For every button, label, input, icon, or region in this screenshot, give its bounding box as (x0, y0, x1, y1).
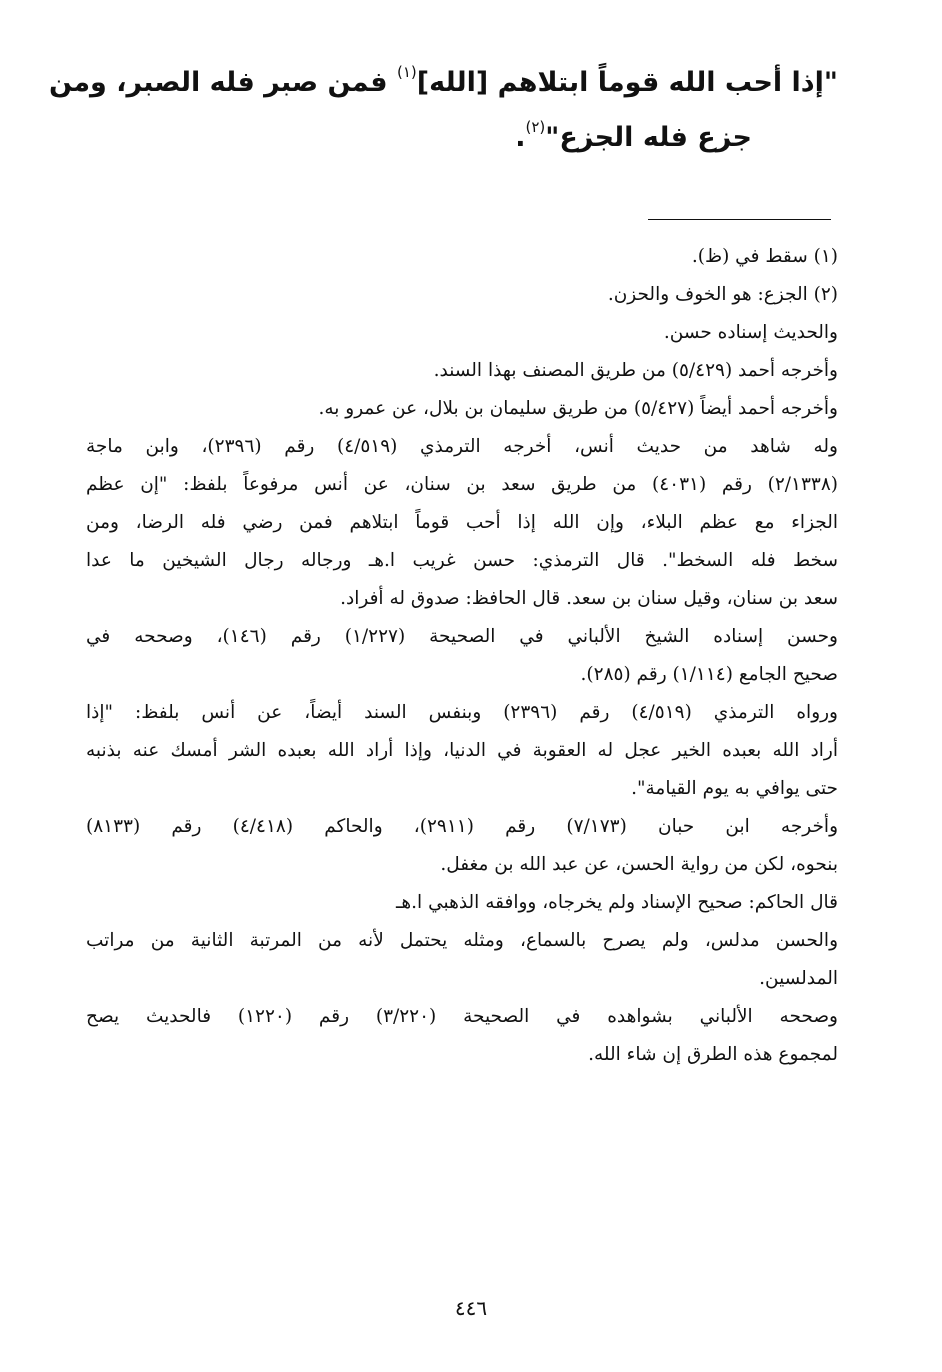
footnotes (86, 238, 838, 1074)
hadith-text-part: "إذا أحب الله قوماً ابتلاهم [الله] (416, 67, 838, 98)
hadith-text-part: فمن صبر فله الصبر، ومن (49, 67, 397, 98)
footnote-line: وحسن إسناده الشيخ الألباني في الصحيحة (١/٢٢٧) رقم (١٤٦)، وصححه في (86, 626, 838, 647)
footnote-marker-2: (٢) (525, 118, 546, 136)
footnote-line: وأخرجه أحمد أيضاً (٥/٤٢٧) من طريق سليمان بن بلال، عن عمرو به. (318, 398, 838, 419)
footnote-marker-1: (١) (396, 63, 417, 81)
footnote-line: ورواه الترمذي (٤/٥١٩) رقم (٢٣٩٦) وبنفس السند أيضاً، عن أنس بلفظ: "إذا (86, 702, 838, 723)
footnote-line: (٢/١٣٣٨) رقم (٤٠٣١) من طريق سعد بن سنان، عن أنس مرفوعاً بلفظ: "إن عظم (86, 474, 838, 495)
hadith-text-line-2 (515, 118, 752, 158)
footnote-line: لمجموع هذه الطرق إن شاء الله. (588, 1044, 838, 1065)
footnote-line: سخط فله السخط". قال الترمذي: حسن غريب ا.هـ ورجاله رجال الشيخين ما عدا (86, 550, 838, 571)
page-number: ٤٤٦ (454, 1296, 488, 1320)
footnote-line: وله شاهد من حديث أنس، أخرجه الترمذي (٤/٥١٩) رقم (٢٣٩٦)، وابن ماجة (86, 436, 838, 457)
footnote-line: المدلسين. (759, 968, 838, 989)
footnote-line: سعد بن سنان، وقيل سنان بن سعد. قال الحافظ: صدوق له أفراد. (340, 588, 838, 609)
footnote-line: (٢) الجزع: هو الخوف والحزن. (607, 284, 838, 305)
hadith-text-line-1 (49, 63, 838, 103)
footnote-separator (648, 219, 831, 220)
footnote-line: صحيح الجامع (١/١١٤) رقم (٢٨٥). (580, 664, 838, 685)
footnote-line: أراد الله بعبده الخير عجل له العقوبة في الدنيا، وإذا أراد الله بعبده الشر أمسك عنه بذنبه (86, 740, 838, 761)
footnote-line: والحسن مدلس، ولم يصرح بالسماع، ومثله يحتمل لأنه من المرتبة الثانية من مراتب (86, 930, 838, 951)
footnote-line: حتى يوافي به يوم القيامة". (631, 778, 838, 799)
footnote-line: والحديث إسناده حسن. (663, 322, 838, 343)
footnote-line: وصححه الألباني بشواهده في الصحيحة (٣/٢٢٠) رقم (١٢٢٠) فالحديث يصح (86, 1006, 838, 1027)
footnote-line: قال الحاكم: صحيح الإسناد ولم يخرجاه، ووافقه الذهبي ا.هـ (396, 892, 838, 913)
footnote-line: وأخرجه أحمد (٥/٤٢٩) من طريق المصنف بهذا السند. (433, 360, 838, 381)
footnote-line: بنحوه، لكن من رواية الحسن، عن عبد الله بن مغفل. (440, 854, 838, 875)
hadith-text-part: . (515, 122, 526, 153)
hadith-text-part: جزع فله الجزع" (545, 122, 752, 153)
footnote-line: الجزاء مع عظم البلاء، وإن الله إذا أحب قوماً ابتلاهم فمن رضي فله الرضا، ومن (86, 512, 838, 533)
footnote-line: (١) سقط في (ظ). (691, 246, 838, 267)
footnote-line: وأخرجه ابن حبان (٧/١٧٣) رقم (٢٩١١)، والحاكم (٤/٤١٨) رقم (٨١٣٣) (86, 816, 838, 837)
